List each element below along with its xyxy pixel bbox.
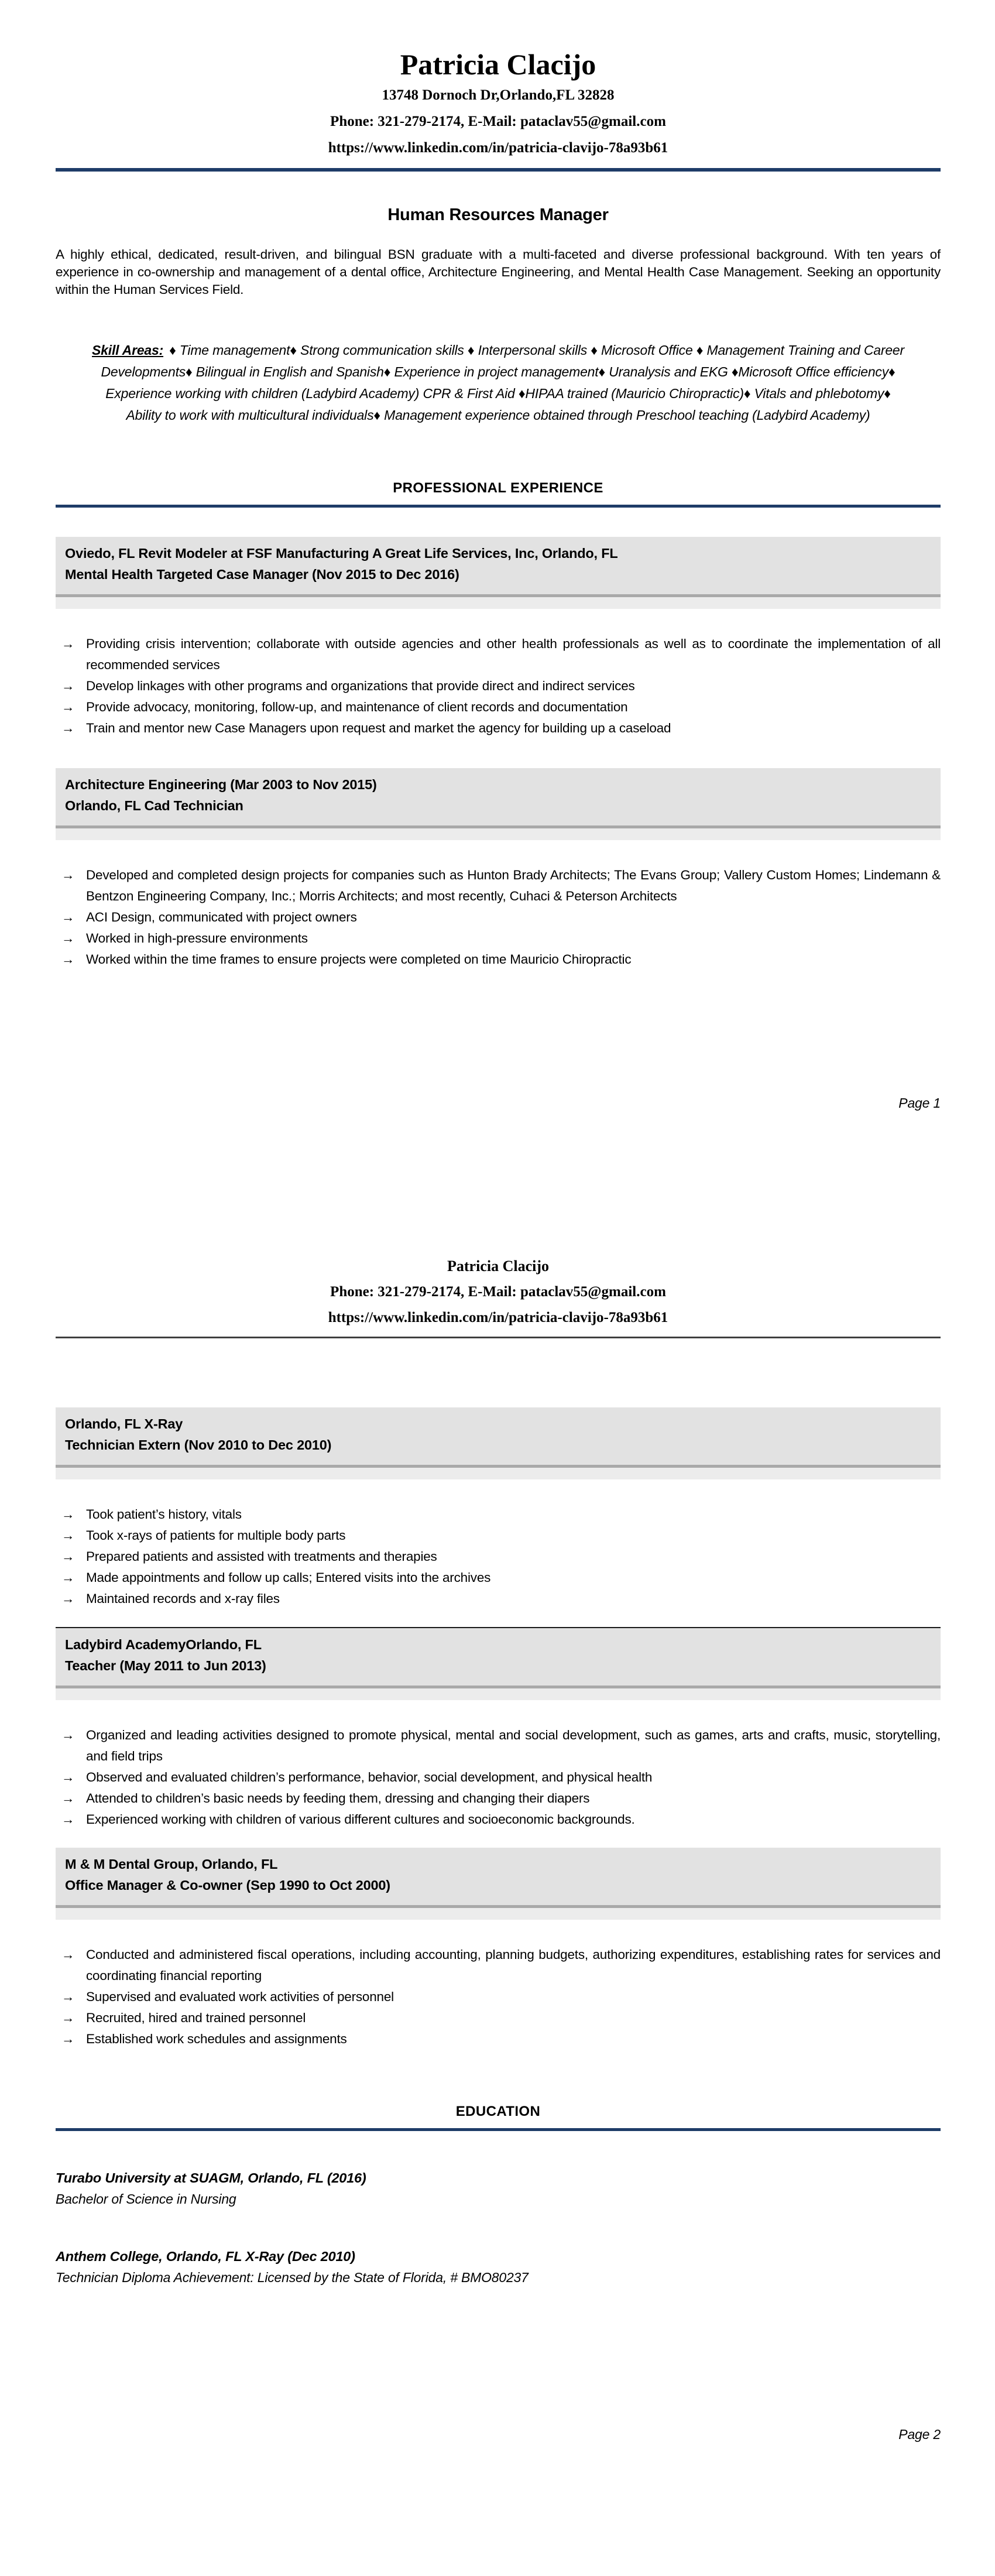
- arrow-bullet-icon: →: [61, 1549, 75, 1564]
- arrow-bullet-icon: →: [61, 951, 75, 967]
- summary-paragraph: A highly ethical, dedicated, result-driven, and bilingual BSN graduate with a multi-faceted and diverse professional background. With ten years of experience in co-ownership and management of a dental office, Architecture Engineering, and Mental Health Case Management. Seeking an opportunity within the Human Services Field.: [56, 246, 941, 297]
- arrow-bullet-icon: →: [61, 867, 75, 882]
- job-section: [56, 768, 941, 970]
- bullet-item: [56, 1567, 941, 1588]
- bullet-item: [56, 1504, 941, 1525]
- job-header: [56, 1848, 941, 1908]
- job-header: [56, 1407, 941, 1468]
- skill-areas-label: Skill Areas:: [92, 342, 164, 358]
- bullet-text: Experienced working with children of various different cultures and socioeconomic backgrounds.: [86, 1811, 635, 1827]
- job-section: [56, 1627, 941, 1830]
- bullet-text: Prepared patients and assisted with treatments and therapies: [86, 1549, 437, 1564]
- bullet-item: [56, 676, 941, 697]
- education-entry-detail: Bachelor of Science in Nursing: [56, 2191, 236, 2207]
- bullet-text: Attended to children’s basic needs by feeding them, dressing and changing their diapers: [86, 1790, 590, 1806]
- bullet-item: [56, 1588, 941, 1609]
- job-bullet-list: [56, 633, 941, 739]
- bullet-text: Providing crisis intervention; collaborate with outside agencies and other health professionals as well as to coordinate the implementation of all recommended services: [86, 636, 941, 672]
- bullet-item: [56, 697, 941, 718]
- job-title-line1: Oviedo, FL Revit Modeler at FSF Manufacturing A Great Life Services, Inc, Orlando, FL: [65, 545, 618, 561]
- bullet-item: [56, 633, 941, 676]
- arrow-bullet-icon: →: [61, 1591, 75, 1606]
- job-bullet-list: [56, 1944, 941, 2050]
- bullet-item: [56, 1767, 941, 1788]
- bullet-text: Established work schedules and assignments: [86, 2031, 347, 2046]
- professional-experience-heading: PROFESSIONAL EXPERIENCE: [393, 479, 603, 496]
- section-divider: [56, 505, 941, 508]
- phone-email-line-page2: Phone: 321-279-2174, E-Mail: pataclav55@gmail.com: [330, 1283, 666, 1300]
- arrow-bullet-icon: →: [61, 1506, 75, 1522]
- arrow-bullet-icon: →: [61, 1811, 75, 1827]
- bullet-text: Made appointments and follow up calls; Entered visits into the archives: [86, 1570, 491, 1585]
- bullet-text: Organized and leading activities designed to promote physical, mental and social development, such as games, arts and crafts, music, storytelling, and field trips: [86, 1727, 941, 1763]
- education-entry-title: Turabo University at SUAGM, Orlando, FL (2016): [56, 2170, 366, 2186]
- arrow-bullet-icon: →: [61, 909, 75, 924]
- education-entry: [56, 2246, 941, 2288]
- job-section: [56, 1407, 941, 1609]
- bullet-item: [56, 1944, 941, 1986]
- job-header-strip: [56, 1908, 941, 1920]
- role-title: Human Resources Manager: [387, 205, 609, 224]
- bullet-item: [56, 1525, 941, 1546]
- job-bullet-list: [56, 1504, 941, 1609]
- bullet-item: [56, 1986, 941, 2008]
- job-title-line1: Architecture Engineering (Mar 2003 to Nov 2015): [65, 776, 377, 792]
- job-title-line2: Mental Health Targeted Case Manager (Nov 2015 to Dec 2016): [65, 566, 459, 582]
- education-entry-detail: Technician Diploma Achievement: Licensed by the State of Florida, # BMO80237: [56, 2269, 529, 2285]
- bullet-item: [56, 1546, 941, 1567]
- bullet-item: [56, 1809, 941, 1830]
- arrow-bullet-icon: →: [61, 1727, 75, 1742]
- bullet-item: [56, 928, 941, 949]
- job-header: [56, 1627, 941, 1688]
- skill-areas-text: ♦ Time management♦ Strong communication skills ♦ Interpersonal skills ♦ Microsoft Office ♦ Management Training and Career Developments♦ Bilingual in English and Spanish♦ Experience in project management♦ Uranalysis and EKG ♦Microsoft Office efficiency♦ Experience working with children (Ladybird Academy) CPR & First Aid ♦HIPAA trained (Mauricio Chiropractic)♦ Vitals and phlebotomy♦ Ability to work with multicultural individuals♦ Management experience obtained through Preschool teaching (Ladybird Academy): [101, 342, 904, 423]
- bullet-text: Took patient’s history, vitals: [86, 1506, 242, 1522]
- bullet-item: [56, 718, 941, 739]
- arrow-bullet-icon: →: [61, 1769, 75, 1784]
- education-divider: [56, 2128, 941, 2131]
- education-entry-title: Anthem College, Orlando, FL X-Ray (Dec 2010): [56, 2248, 355, 2264]
- header-divider: [56, 168, 941, 172]
- jobs-page1: [56, 537, 941, 970]
- bullet-text: Took x-rays of patients for multiple body parts: [86, 1527, 346, 1543]
- candidate-name: Patricia Clacijo: [400, 48, 596, 81]
- bullet-text: Recruited, hired and trained personnel: [86, 2010, 306, 2025]
- candidate-name-page2: Patricia Clacijo: [447, 1257, 549, 1275]
- bullet-text: Train and mentor new Case Managers upon request and market the agency for building up a caseload: [86, 720, 671, 735]
- job-title-line2: Office Manager & Co-owner (Sep 1990 to Oct 2000): [65, 1877, 390, 1893]
- address-line: 13748 Dornoch Dr,Orlando,FL 32828: [382, 87, 615, 103]
- job-title-line2: Teacher (May 2011 to Jun 2013): [65, 1657, 266, 1673]
- job-header: [56, 537, 941, 597]
- bullet-text: Worked within the time frames to ensure projects were completed on time Mauricio Chiropractic: [86, 951, 632, 967]
- education-entry: [56, 2167, 941, 2210]
- bullet-text: Conducted and administered fiscal operations, including accounting, planning budgets, authorizing expenditures, establishing rates for services and coordinating financial reporting: [86, 1947, 941, 1983]
- bullet-item: [56, 1725, 941, 1767]
- page2-header: [56, 1253, 941, 1331]
- job-title-line2: Orlando, FL Cad Technician: [65, 797, 243, 813]
- page2-number: Page 2: [898, 2426, 941, 2442]
- bullet-item: [56, 907, 941, 928]
- bullet-item: [56, 949, 941, 970]
- bullet-item: [56, 1788, 941, 1809]
- job-title-line1: Ladybird AcademyOrlando, FL: [65, 1636, 262, 1652]
- arrow-bullet-icon: →: [61, 1527, 75, 1543]
- arrow-bullet-icon: →: [61, 2010, 75, 2025]
- bullet-text: Maintained records and x-ray files: [86, 1591, 280, 1606]
- job-section: [56, 537, 941, 739]
- job-header: [56, 768, 941, 828]
- page1-number: Page 1: [898, 1095, 941, 1111]
- bullet-text: Developed and completed design projects for companies such as Hunton Brady Architects; The Evans Group; Vallery Custom Homes; Lindemann & Bentzon Engineering Company, Inc.; Morris Architects; and most recently, Cuhaci & Peterson Architects: [86, 867, 941, 903]
- arrow-bullet-icon: →: [61, 1947, 75, 1962]
- bullet-text: Develop linkages with other programs and organizations that provide direct and indirect services: [86, 678, 635, 693]
- bullet-text: Provide advocacy, monitoring, follow-up, and maintenance of client records and documentation: [86, 699, 628, 714]
- arrow-bullet-icon: →: [61, 699, 75, 714]
- bullet-text: Worked in high-pressure environments: [86, 930, 308, 946]
- bullet-item: [56, 2029, 941, 2050]
- phone-email-line: Phone: 321-279-2174, E-Mail: pataclav55@gmail.com: [330, 113, 666, 129]
- linkedin-url: https://www.linkedin.com/in/patricia-clavijo-78a93b61: [328, 139, 668, 156]
- arrow-bullet-icon: →: [61, 1790, 75, 1806]
- arrow-bullet-icon: →: [61, 1570, 75, 1585]
- page2-header-divider: [56, 1337, 941, 1338]
- arrow-bullet-icon: →: [61, 720, 75, 735]
- job-header-strip: [56, 1688, 941, 1700]
- arrow-bullet-icon: →: [61, 678, 75, 693]
- bullet-item: [56, 2008, 941, 2029]
- job-title-line2: Technician Extern (Nov 2010 to Dec 2010): [65, 1437, 332, 1453]
- arrow-bullet-icon: →: [61, 1989, 75, 2004]
- job-header-strip: [56, 597, 941, 609]
- job-header-strip: [56, 1468, 941, 1479]
- job-section: [56, 1848, 941, 2050]
- arrow-bullet-icon: →: [61, 636, 75, 651]
- education-entries: [56, 2167, 941, 2288]
- bullet-text: Supervised and evaluated work activities of personnel: [86, 1989, 394, 2004]
- jobs-page2: [56, 1407, 941, 2050]
- linkedin-url-page2: https://www.linkedin.com/in/patricia-clavijo-78a93b61: [328, 1309, 668, 1325]
- job-title-line1: Orlando, FL X-Ray: [65, 1416, 183, 1431]
- bullet-text: Observed and evaluated children’s performance, behavior, social development, and physical health: [86, 1769, 653, 1784]
- page1-header: [56, 48, 941, 161]
- job-bullet-list: [56, 1725, 941, 1830]
- arrow-bullet-icon: →: [61, 930, 75, 946]
- bullet-text: ACI Design, communicated with project owners: [86, 909, 357, 924]
- bullet-item: [56, 865, 941, 907]
- job-header-strip: [56, 828, 941, 840]
- arrow-bullet-icon: →: [61, 2031, 75, 2046]
- skill-areas: [56, 340, 941, 426]
- job-title-line1: M & M Dental Group, Orlando, FL: [65, 1856, 278, 1872]
- education-heading: EDUCATION: [455, 2103, 541, 2119]
- job-bullet-list: [56, 865, 941, 970]
